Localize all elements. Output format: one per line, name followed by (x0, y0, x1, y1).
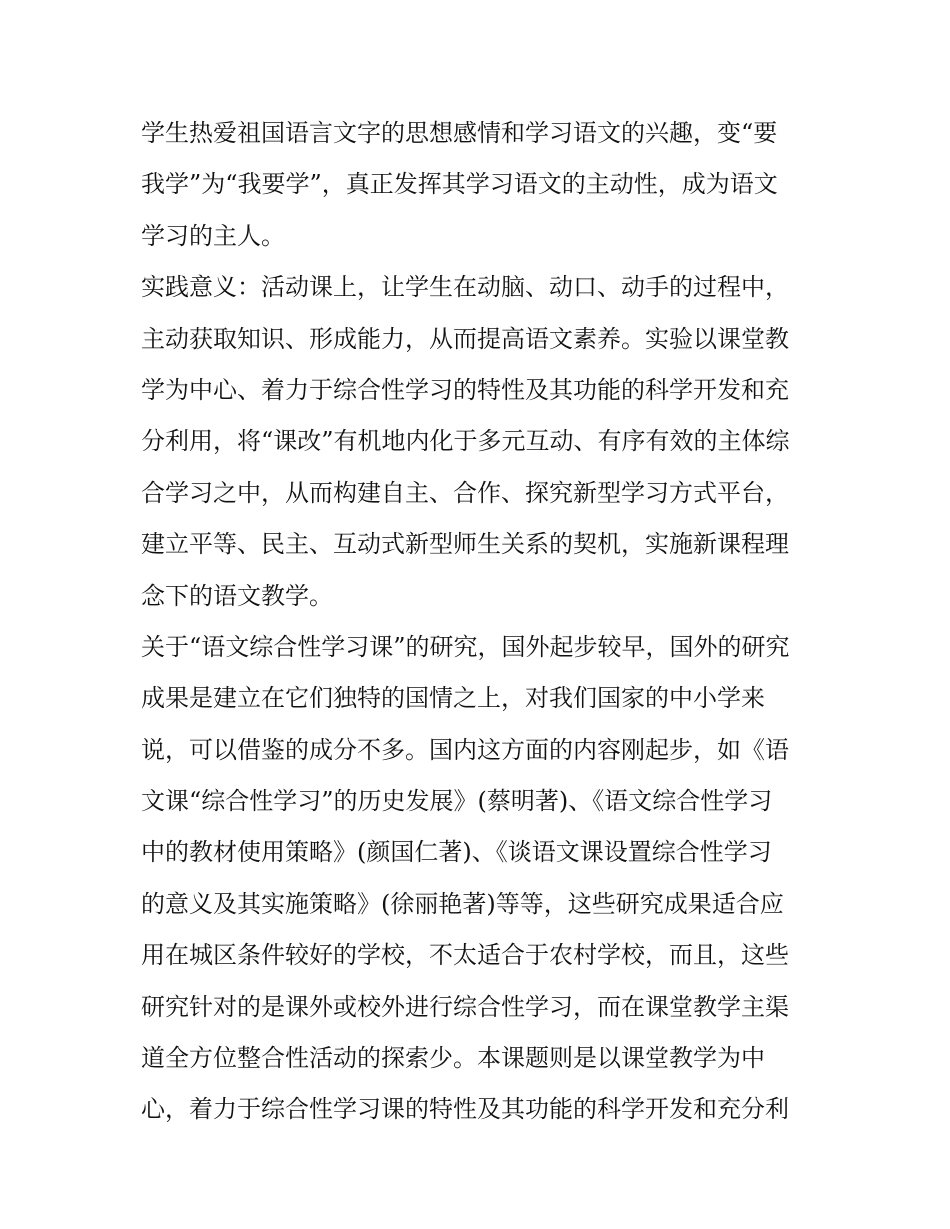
text-line: 学习的主人。 (141, 221, 285, 250)
text-line: 我学”为“我要学”，真正发挥其学习语文的主动性，成为语文 (141, 170, 778, 199)
text-line: 文课“综合性学习”的历史发展》(蔡明著)、《语文综合性学习 (141, 787, 773, 816)
text-line: 学为中心、着力于综合性学习的特性及其功能的科学开发和充 (141, 375, 789, 404)
text-line: 道全方位整合性活动的探索少。本课题则是以课堂教学为中 (141, 1044, 765, 1073)
text-line: 主动获取知识、形成能力，从而提高语文素养。实验以课堂教 (141, 324, 789, 353)
text-line: 建立平等、民主、互动式新型师生关系的契机，实施新课程理 (141, 530, 789, 559)
text-line: 实践意义：活动课上，让学生在动脑、动口、动手的过程中， (141, 273, 789, 302)
text-line: 分利用，将“课改”有机地内化于多元互动、有序有效的主体综 (141, 427, 790, 456)
text-line: 心，着力于综合性学习课的特性及其功能的科学开发和充分利 (141, 1095, 789, 1124)
text-line: 关于“语文综合性学习课”的研究，国外起步较早，国外的研究 (141, 632, 790, 661)
text-line: 用在城区条件较好的学校，不太适合于农村学校，而且，这些 (141, 941, 789, 970)
text-line: 研究针对的是课外或校外进行综合性学习，而在课堂教学主渠 (141, 992, 789, 1021)
text-line: 说，可以借鉴的成分不多。国内这方面的内容刚起步，如《语 (141, 735, 789, 764)
text-line: 学生热爱祖国语言文字的思想感情和学习语文的兴趣，变“要 (141, 119, 778, 147)
text-line: 念下的语文教学。 (141, 581, 333, 610)
text-line: 的意义及其实施策略》(徐丽艳著)等等，这些研究成果适合应 (141, 889, 784, 918)
body-text (141, 108, 821, 1136)
text-line: 合学习之中，从而构建自主、合作、探究新型学习方式平台， (141, 478, 789, 507)
text-line: 中的教材使用策略》(颜国仁著)、《谈语文课设置综合性学习 (141, 838, 772, 867)
text-line: 成果是建立在它们独特的国情之上，对我们国家的中小学来 (141, 684, 765, 713)
